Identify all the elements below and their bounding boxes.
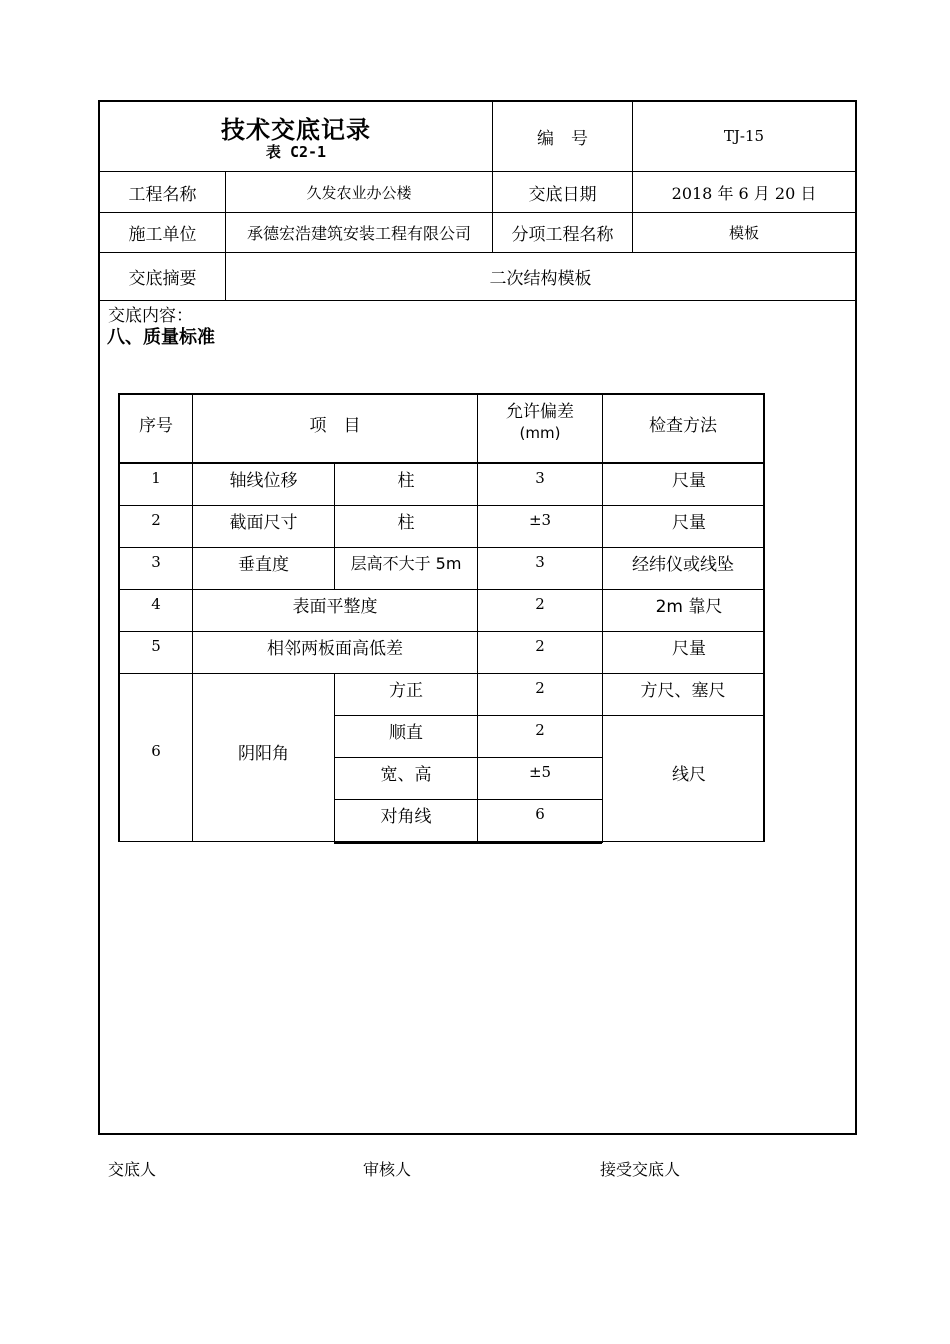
row6-tolerance-3: ±5 — [528, 763, 552, 781]
row6-method-rest: 线尺 — [672, 764, 706, 785]
row6-sub-2: 顺直 — [389, 722, 423, 743]
row2-sub: 柱 — [397, 512, 415, 533]
row5-method: 尺量 — [672, 638, 706, 659]
row3-sub: 层高不大于 5m — [350, 553, 462, 573]
content-intro: 交底内容： — [108, 306, 193, 326]
subitem-value: 模板 — [728, 224, 759, 242]
row3-method: 经纬仪或线坠 — [632, 554, 734, 575]
row1-seq: 1 — [151, 469, 161, 487]
row1-method: 尺量 — [672, 470, 706, 491]
construction-unit-value: 承德宏浩建筑安装工程有限公司 — [246, 224, 471, 243]
date-label: 交底日期 — [528, 184, 597, 205]
row6-sub-4: 对角线 — [380, 806, 432, 827]
row1-tolerance: 3 — [535, 469, 545, 487]
row4-item: 表面平整度 — [292, 596, 378, 617]
row4-seq: 4 — [151, 595, 161, 613]
row5-tolerance: 2 — [535, 637, 545, 655]
summary-value: 二次结构模板 — [489, 269, 592, 289]
row6-sub-3: 宽、高 — [380, 764, 432, 785]
section-heading: 八、质量标准 — [107, 327, 215, 348]
row6-sub-1: 方正 — [389, 680, 423, 701]
header-seq: 序号 — [139, 415, 173, 436]
subitem-label: 分项工程名称 — [511, 225, 614, 245]
table-border — [334, 842, 602, 844]
reviewer-label: 审核人 — [363, 1160, 412, 1179]
form-code: 表 C2-1 — [265, 142, 327, 161]
row6-seq: 6 — [151, 742, 161, 760]
row6-method-1: 方尺、塞尺 — [640, 680, 726, 701]
row3-item: 垂直度 — [238, 554, 289, 575]
header-item: 项 目 — [309, 415, 361, 436]
receiver-label: 接受交底人 — [600, 1160, 681, 1179]
row5-item: 相邻两板面高低差 — [267, 638, 403, 659]
project-name-label: 工程名称 — [128, 184, 197, 205]
row1-item: 轴线位移 — [229, 470, 298, 491]
row2-item: 截面尺寸 — [229, 512, 298, 533]
document-title: 技术交底记录 — [221, 115, 371, 144]
grid-line — [99, 300, 856, 301]
row3-tolerance: 3 — [535, 553, 545, 571]
number-label: 编 号 — [537, 128, 588, 149]
row3-seq: 3 — [151, 553, 161, 571]
quality-standard-table — [118, 393, 765, 844]
header-tolerance-unit: (mm) — [519, 424, 561, 442]
row6-item: 阴阳角 — [238, 743, 289, 764]
number-value: TJ-15 — [723, 127, 765, 145]
header-tolerance: 允许偏差 — [506, 401, 574, 422]
row2-method: 尺量 — [672, 512, 706, 533]
row6-tolerance-4: 6 — [535, 805, 545, 823]
summary-label: 交底摘要 — [128, 269, 197, 289]
row5-seq: 5 — [151, 637, 161, 655]
row1-sub: 柱 — [397, 470, 415, 491]
row2-tolerance: ±3 — [528, 511, 552, 529]
construction-unit-label: 施工单位 — [128, 225, 197, 245]
row2-seq: 2 — [151, 511, 161, 529]
presenter-label: 交底人 — [108, 1160, 157, 1179]
row4-tolerance: 2 — [535, 595, 545, 613]
project-name-value: 久发农业办公楼 — [306, 183, 412, 202]
date-value: 2018 年 6 月 20 日 — [671, 183, 817, 203]
row6-tolerance-1: 2 — [535, 679, 545, 697]
row6-tolerance-2: 2 — [535, 721, 545, 739]
row4-method: 2m 靠尺 — [655, 596, 723, 617]
header-method: 检查方法 — [649, 415, 717, 436]
